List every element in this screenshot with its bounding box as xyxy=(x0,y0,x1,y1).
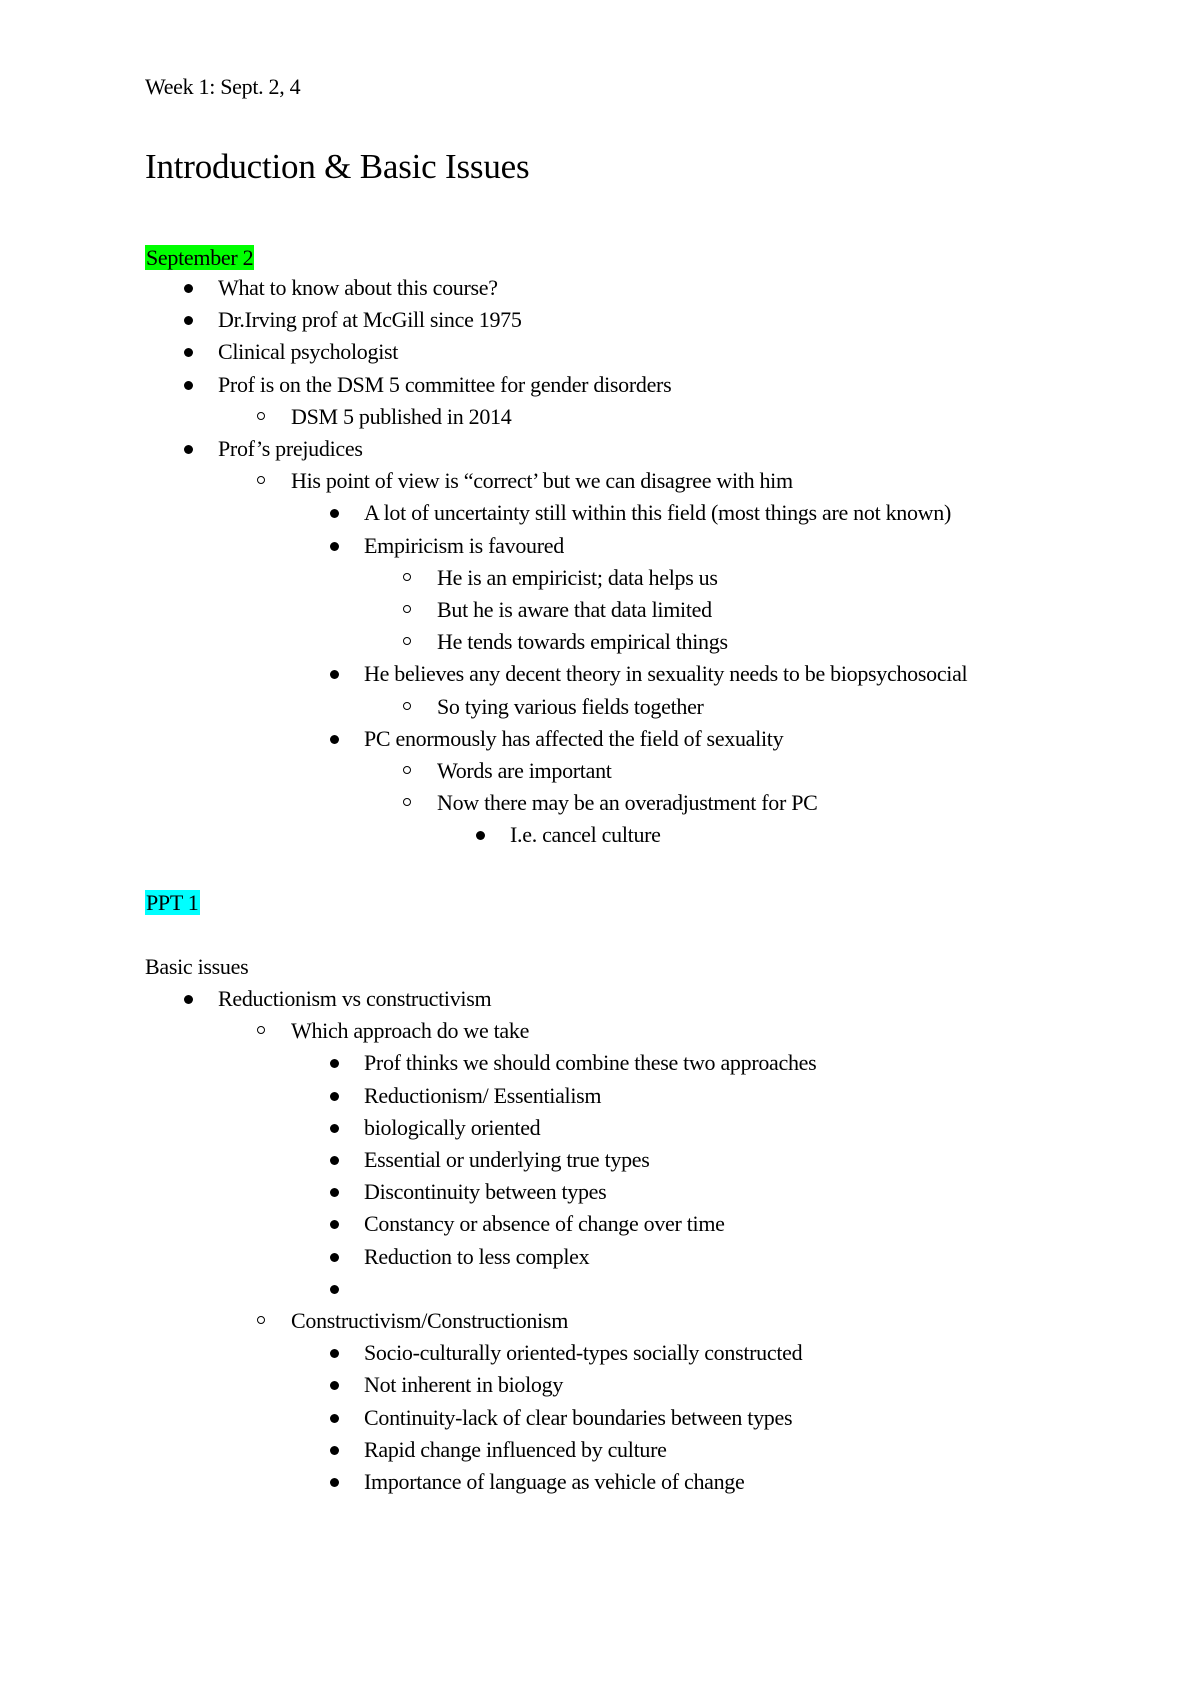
bullet-disc-icon xyxy=(330,1446,339,1455)
bullet-disc-icon xyxy=(330,1285,339,1294)
list-item xyxy=(437,563,718,593)
bullet-circle-icon xyxy=(403,798,411,806)
list-item xyxy=(364,498,951,528)
list-item-text: DSM 5 published in 2014 xyxy=(291,403,512,429)
bullet-disc-icon xyxy=(330,542,339,551)
list-item xyxy=(437,627,728,657)
list-item xyxy=(364,1370,563,1400)
page-title: Introduction & Basic Issues xyxy=(145,147,530,186)
list-item xyxy=(364,1145,650,1175)
list-item-text: Empiricism is favoured xyxy=(364,532,564,558)
list-item-text: Socio-culturally oriented-types socially constructed xyxy=(364,1340,803,1366)
list-item-text: Importance of language as vehicle of change xyxy=(364,1469,745,1494)
bullet-circle-icon xyxy=(403,573,411,581)
list-item-text: Now there may be an overadjustment for PC xyxy=(437,790,818,816)
section-label-september-2 xyxy=(145,243,254,273)
bullet-disc-icon xyxy=(330,1156,339,1165)
list-item-text: He believes any decent theory in sexuality needs to be biopsychosocial xyxy=(364,661,968,687)
highlight-september-2: September 2 xyxy=(146,245,254,270)
list-item xyxy=(291,1016,529,1046)
bullet-disc-icon xyxy=(184,348,193,357)
list-item-text: Essential or underlying true types xyxy=(364,1147,650,1172)
list-item-text: Reductionism/ Essentialism xyxy=(364,1082,602,1108)
list-item xyxy=(218,273,498,303)
bullet-disc-icon xyxy=(184,284,193,293)
bullet-circle-icon xyxy=(403,702,411,710)
list-item-text: I.e. cancel culture xyxy=(510,822,661,848)
bullet-disc-icon xyxy=(330,1092,339,1101)
list-item xyxy=(364,1242,589,1272)
list-item xyxy=(364,1048,816,1078)
list-item-text: His point of view is “correct’ but we can disagree with him xyxy=(291,468,793,494)
list-item-text: Constructivism/Constructionism xyxy=(291,1308,569,1333)
bullet-disc-icon xyxy=(476,831,485,840)
list-item xyxy=(364,1467,744,1497)
list-item xyxy=(218,337,398,367)
list-item xyxy=(437,692,704,722)
list-item-text: Prof thinks we should combine these two approaches xyxy=(364,1050,817,1076)
list-item-text: Prof’s prejudices xyxy=(218,436,363,461)
list-item-text: PC enormously has affected the field of sexuality xyxy=(364,725,784,751)
bullet-disc-icon xyxy=(330,509,339,518)
list-item xyxy=(437,595,712,625)
list-item xyxy=(364,1081,601,1111)
list-item-text: But he is aware that data limited xyxy=(437,597,712,622)
subheading-basic-issues: Basic issues xyxy=(145,954,249,979)
bullet-disc-icon xyxy=(330,1349,339,1358)
list-item xyxy=(364,1177,606,1207)
bullet-circle-icon xyxy=(257,1026,265,1034)
list-item xyxy=(364,724,783,754)
list-item xyxy=(364,1113,540,1143)
list-item-text: He is an empiricist; data helps us xyxy=(437,564,718,590)
list-item xyxy=(364,531,564,561)
list-item-text: Words are important xyxy=(437,758,612,783)
list-item xyxy=(218,434,363,464)
list-item-text: Reductionism vs constructivism xyxy=(218,986,492,1011)
list-item xyxy=(437,788,818,818)
bullet-disc-icon xyxy=(330,735,339,744)
bullet-disc-icon xyxy=(330,1381,339,1390)
list-item-text: Reduction to less complex xyxy=(364,1243,590,1269)
bullet-circle-icon xyxy=(257,412,265,420)
bullet-circle-icon xyxy=(257,1316,265,1324)
list-item-text: What to know about this course? xyxy=(218,275,498,300)
list-item-text: A lot of uncertainty still within this field (most things are not known) xyxy=(364,500,951,526)
bullet-disc-icon xyxy=(184,445,193,454)
list-item-text: Not inherent in biology xyxy=(364,1372,564,1398)
list-item-text: Continuity-lack of clear boundaries between types xyxy=(364,1404,793,1430)
bullet-disc-icon xyxy=(330,1414,339,1423)
list-item-text: Clinical psychologist xyxy=(218,339,399,365)
bullet-disc-icon xyxy=(330,670,339,679)
bullet-disc-icon xyxy=(330,1188,339,1197)
section-label-ppt-1 xyxy=(145,888,200,918)
highlight-ppt-1: PPT 1 xyxy=(146,890,199,915)
bullet-disc-icon xyxy=(330,1478,339,1487)
bullet-circle-icon xyxy=(403,605,411,613)
bullet-disc-icon xyxy=(330,1059,339,1068)
bullet-disc-icon xyxy=(330,1220,339,1229)
list-item xyxy=(364,659,967,689)
list-item xyxy=(218,984,491,1014)
bullet-disc-icon xyxy=(184,316,193,325)
list-item xyxy=(218,305,522,335)
list-item xyxy=(218,370,671,400)
bullet-circle-icon xyxy=(403,637,411,645)
list-item-text: Constancy or absence of change over time xyxy=(364,1211,725,1237)
bullet-disc-icon xyxy=(184,381,193,390)
list-item-text: He tends towards empirical things xyxy=(437,629,728,655)
list-item xyxy=(291,402,511,432)
list-item-text: Prof is on the DSM 5 committee for gender disorders xyxy=(218,371,672,397)
list-item xyxy=(291,466,793,496)
bullet-disc-icon xyxy=(330,1124,339,1133)
list-item xyxy=(291,1306,568,1336)
list-item-text: Dr.Irving prof at McGill since 1975 xyxy=(218,307,522,333)
list-item xyxy=(364,1403,792,1433)
bullet-circle-icon xyxy=(257,476,265,484)
list-item xyxy=(510,820,661,850)
list-item xyxy=(364,1209,725,1239)
list-item xyxy=(364,1338,802,1368)
list-item-text: Which approach do we take xyxy=(291,1018,530,1044)
list-item-text: So tying various fields together xyxy=(437,693,704,719)
bullet-disc-icon xyxy=(184,995,193,1004)
week-label: Week 1: Sept. 2, 4 xyxy=(145,74,301,99)
bullet-disc-icon xyxy=(330,1253,339,1262)
list-item xyxy=(437,756,612,786)
list-item-text: Discontinuity between types xyxy=(364,1179,607,1205)
list-item-text: biologically oriented xyxy=(364,1114,541,1140)
list-item-text: Rapid change influenced by culture xyxy=(364,1436,667,1462)
list-item xyxy=(364,1435,667,1465)
bullet-circle-icon xyxy=(403,766,411,774)
